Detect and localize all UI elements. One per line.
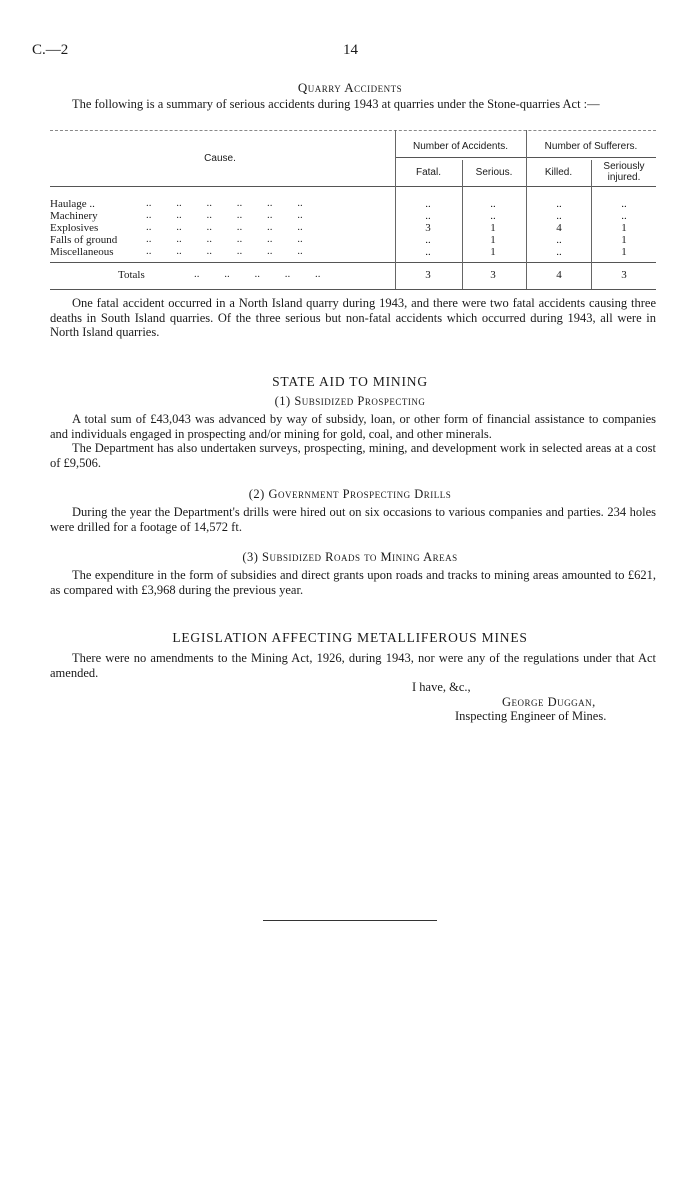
prospecting-drills-paragraph: During the year the Department's drills were hired out on six occasions to various companies and parties. 234 holes were drilled for a footage of 14,572 ft. xyxy=(50,505,656,534)
state-aid-title: STATE AID TO MINING xyxy=(272,374,428,389)
table-cell-killed: .. xyxy=(556,246,562,258)
subsidized-roads-heading: (3) Subsidized Roads to Mining Areas xyxy=(242,550,458,564)
table-cell-injured: 1 xyxy=(621,234,627,246)
table-cell-killed: .. xyxy=(556,210,562,222)
col-divider xyxy=(462,160,463,289)
col-header-cause: Cause. xyxy=(204,153,236,164)
leader-dots: .. .. .. .. .. .. xyxy=(146,209,303,221)
col-divider xyxy=(526,130,527,289)
signatory-role: Inspecting Engineer of Mines. xyxy=(455,709,607,723)
table-cell-fatal: .. xyxy=(425,234,431,246)
table-header-rule xyxy=(50,186,656,187)
page-number: 14 xyxy=(343,42,358,58)
table-cell-serious: 1 xyxy=(490,222,496,234)
table-cell-injured: .. xyxy=(621,210,627,222)
quarry-summary-paragraph: One fatal accident occurred in a North Island quarry during 1943, and there were two fatal accidents causing three deaths in South Island quarries. Of the three serious but non-fatal accidents which occurred during 1943, all were in North Island quarries. xyxy=(50,296,656,339)
col-header-serious: Serious. xyxy=(475,167,513,178)
leader-dots: .. .. .. .. .. xyxy=(194,268,321,280)
subsidized-roads-paragraph: The expenditure in the form of subsidies and direct grants upon roads and tracks to mining areas amounted to £621, as compared with £3,968 during the previous year. xyxy=(50,568,656,597)
col-group-accidents: Number of Accidents. xyxy=(412,141,509,152)
table-cell-fatal: .. xyxy=(425,246,431,258)
table-cell-injured: .. xyxy=(621,198,627,210)
col-group-sufferers: Number of Sufferers. xyxy=(544,141,638,152)
col-divider xyxy=(591,160,592,289)
table-cell-killed: .. xyxy=(556,234,562,246)
totals-killed: 4 xyxy=(556,269,562,281)
table-cell-serious: .. xyxy=(490,198,496,210)
department-work-paragraph: The Department has also undertaken surveys, prospecting, mining, and development work in selected areas at a cost of £9,506. xyxy=(50,441,656,470)
totals-fatal: 3 xyxy=(425,269,431,281)
table-cell-fatal: .. xyxy=(425,210,431,222)
col-divider xyxy=(395,130,396,289)
table-bottom-rule xyxy=(50,289,656,290)
col-header-fatal: Fatal. xyxy=(415,167,441,178)
table-cell-serious: .. xyxy=(490,210,496,222)
table-cell-killed: 4 xyxy=(556,222,562,234)
salutation: I have, &c., xyxy=(412,680,471,694)
totals-label: Totals xyxy=(118,269,145,281)
signatory-name: George Duggan, xyxy=(502,695,596,709)
leader-dots: .. .. .. .. .. .. xyxy=(146,233,303,245)
totals-serious: 3 xyxy=(490,269,496,281)
subsidized-prospecting-heading: (1) Subsidized Prospecting xyxy=(274,394,426,408)
prospecting-drills-heading: (2) Government Prospecting Drills xyxy=(248,487,452,501)
table-cell-injured: 1 xyxy=(621,222,627,234)
table-row-cause: Haulage .. xyxy=(50,198,95,210)
table-cell-serious: 1 xyxy=(490,234,496,246)
leader-dots: .. .. .. .. .. .. xyxy=(146,221,303,233)
table-cell-killed: .. xyxy=(556,198,562,210)
col-header-seriously-injured: Seriously injured. xyxy=(603,161,645,183)
table-row-cause: Miscellaneous xyxy=(50,246,114,258)
table-top-rule xyxy=(50,130,656,131)
quarry-accidents-title: Quarry Accidents xyxy=(297,80,403,95)
legislation-title: LEGISLATION AFFECTING METALLIFEROUS MINES xyxy=(172,630,528,645)
table-row-cause: Explosives xyxy=(50,222,99,234)
table-cell-injured: 1 xyxy=(621,246,627,258)
closing-rule xyxy=(263,920,437,921)
table-row-cause: Machinery xyxy=(50,210,98,222)
table-cell-fatal: 3 xyxy=(425,222,431,234)
leader-dots: .. .. .. .. .. .. xyxy=(146,197,303,209)
subsidized-prospecting-paragraph: A total sum of £43,043 was advanced by way of subsidy, loan, or other form of financial assistance to companies and individuals engaged in prospecting and/or mining for gold, coal, and other minerals. xyxy=(50,412,656,441)
quarry-intro-paragraph: The following is a summary of serious accidents during 1943 at quarries under the Stone-quarries Act :— xyxy=(72,97,600,111)
table-totals-rule xyxy=(50,262,656,263)
leader-dots: .. .. .. .. .. .. xyxy=(146,245,303,257)
table-row-cause: Falls of ground xyxy=(50,234,118,246)
legislation-paragraph: There were no amendments to the Mining Act, 1926, during 1943, nor were any of the regulations under that Act amended. xyxy=(50,651,656,680)
table-cell-serious: 1 xyxy=(490,246,496,258)
document-code: C.—2 xyxy=(32,42,69,58)
col-header-killed: Killed. xyxy=(544,167,573,178)
table-cell-fatal: .. xyxy=(425,198,431,210)
totals-injured: 3 xyxy=(621,269,627,281)
